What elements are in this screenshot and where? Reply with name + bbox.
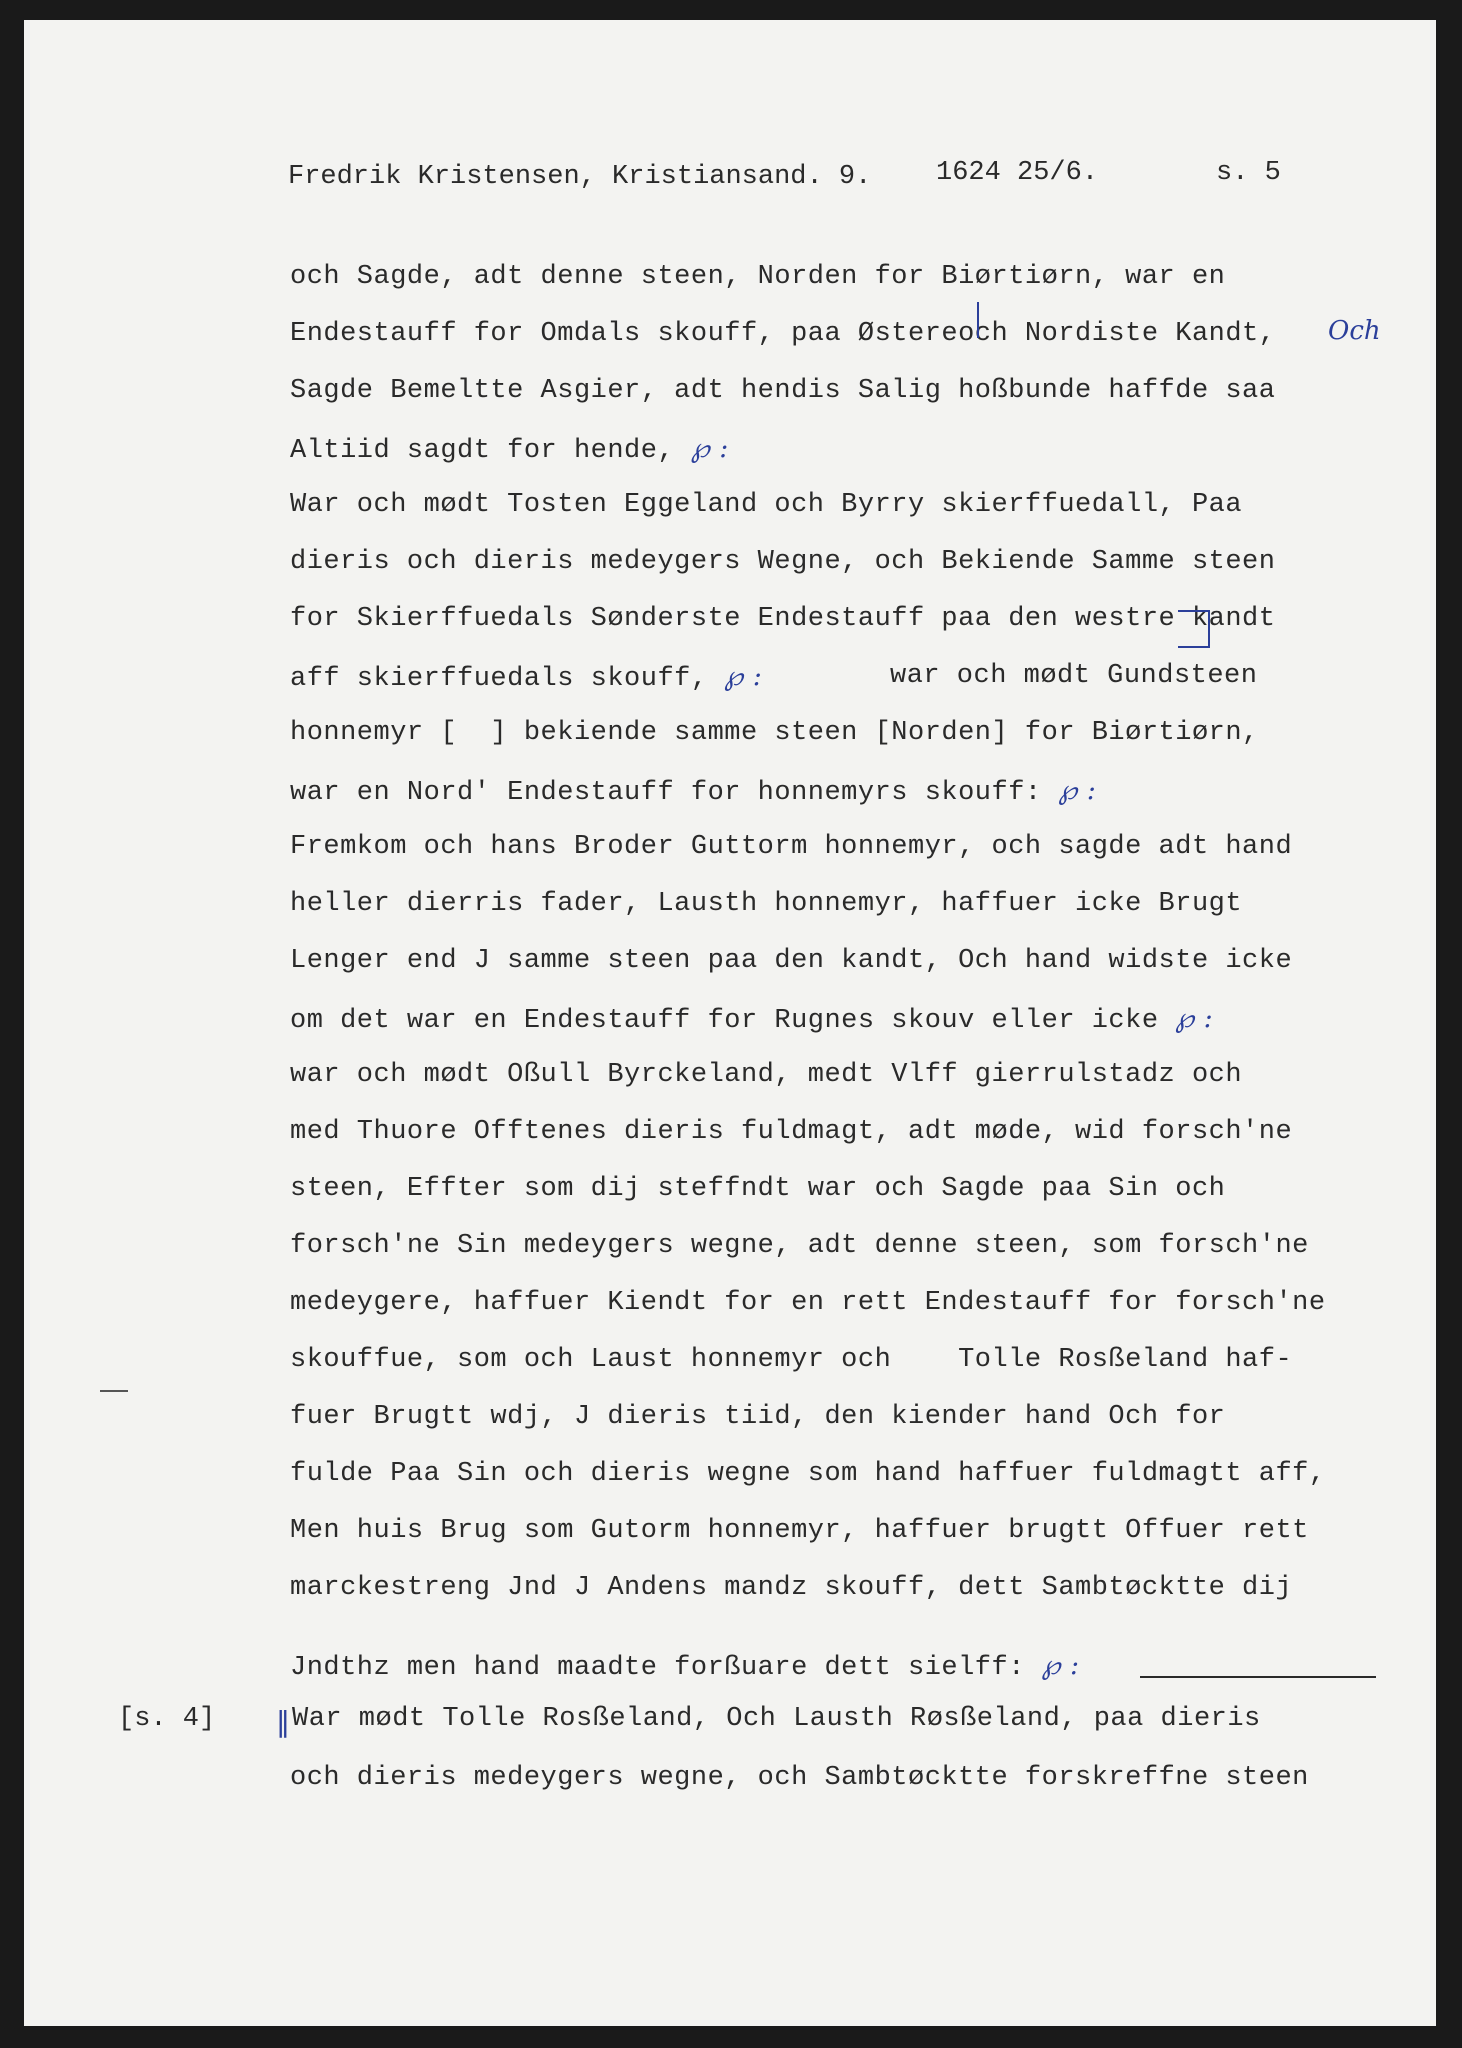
insertion-mark <box>977 302 979 338</box>
line-4-text: Altiid sagdt for hende, <box>290 436 675 466</box>
text-line-1: och Sagde, adt denne steen, Norden for Biørtiørn, war en <box>290 262 1226 292</box>
section-mark: ℘ : <box>724 661 763 692</box>
header-title: Fredrik Kristensen, Kristiansand. 9. <box>288 162 872 192</box>
section-mark: ℘ : <box>1041 1650 1080 1681</box>
text-line-23: Men huis Brug som Gutorm honnemyr, haffuer brugtt Offuer rett <box>290 1516 1309 1546</box>
text-line-6: dieris och dieris medeygers Wegne, och Bekiende Samme steen <box>290 547 1276 577</box>
section-mark: ℘ : <box>690 433 729 464</box>
text-line-26: War mødt Tolle Rosßeland, Och Lausth Røsßeland, paa dieris <box>292 1704 1261 1734</box>
header-date: 1624 25/6. <box>936 158 1099 188</box>
text-line-14 <box>290 1003 1213 1036</box>
text-line-22: fulde Paa Sin och dieris wegne som hand haffuer fuldmagtt aff, <box>290 1459 1326 1489</box>
line-25-text: Jndthz men hand maadte forßuare dett sielff: <box>290 1653 1025 1683</box>
line-10-text: war en Nord' Endestauff for honnemyrs skouff: <box>290 778 1042 808</box>
text-line-18: forsch'ne Sin medeygers wegne, adt denne steen, som forsch'ne <box>290 1231 1309 1261</box>
text-line-20: skouffue, som och Laust honnemyr och Tolle Rosßeland haf- <box>290 1345 1293 1375</box>
text-line-16: med Thuore Offtenes dieris fuldmagt, adt møde, wid forsch'ne <box>290 1117 1293 1147</box>
text-line-5: War och mødt Tosten Eggeland och Byrry skierffuedall, Paa <box>290 490 1243 520</box>
text-line-8 <box>290 661 762 694</box>
text-line-3: Sagde Bemeltte Asgier, adt hendis Salig hoßbunde haffde saa <box>290 376 1276 406</box>
text-line-25 <box>290 1650 1080 1683</box>
text-line-13: Lenger end J samme steen paa den kandt, Och hand widste icke <box>290 946 1293 976</box>
text-line-12: heller dierris fader, Lausth honnemyr, haffuer icke Brugt <box>290 889 1243 919</box>
end-rule <box>1140 1676 1376 1678</box>
text-line-24: marckestreng Jnd J Andens mandz skouff, dett Sambtøcktte dij <box>290 1573 1293 1603</box>
margin-note-och: Och <box>1328 316 1381 346</box>
text-line-15: war och mødt Oßull Byrckeland, medt Vlff gierrulstadz och <box>290 1060 1243 1090</box>
text-line-27: och dieris medeygers wegne, och Sambtøcktte forskreffne steen <box>290 1763 1309 1793</box>
section-mark: ℘ : <box>1175 1003 1214 1034</box>
text-line-7: for Skierffuedals Sønderste Endestauff paa den westre kandt <box>290 604 1276 634</box>
margin-dash <box>100 1390 128 1392</box>
text-line-10 <box>290 775 1096 808</box>
correction-box <box>1178 610 1210 648</box>
section-mark: ℘ : <box>1058 775 1097 806</box>
text-line-9: honnemyr [ ] bekiende samme steen [Norden] for Biørtiørn, <box>290 718 1259 748</box>
line-14-text: om det war en Endestauff for Rugnes skouv eller icke <box>290 1006 1159 1036</box>
line-8-text: aff skierffuedals skouff, <box>290 664 708 694</box>
header-page: s. 5 <box>1216 158 1281 188</box>
text-line-8b: war och mødt Gundsteen <box>890 661 1258 691</box>
text-line-4 <box>290 433 729 466</box>
text-line-17: steen, Effter som dij steffndt war och Sagde paa Sin och <box>290 1174 1226 1204</box>
paragraph-mark: ‖ <box>276 1705 290 1738</box>
text-line-11: Fremkom och hans Broder Guttorm honnemyr, och sagde adt hand <box>290 832 1293 862</box>
text-line-2: Endestauff for Omdals skouff, paa Østereoch Nordiste Kandt, <box>290 319 1276 349</box>
text-line-19: medeygere, haffuer Kiendt for en rett Endestauff for forsch'ne <box>290 1288 1326 1318</box>
text-line-21: fuer Brugtt wdj, J dieris tiid, den kiender hand Och for <box>290 1402 1226 1432</box>
page-reference: [s. 4] <box>118 1704 216 1734</box>
